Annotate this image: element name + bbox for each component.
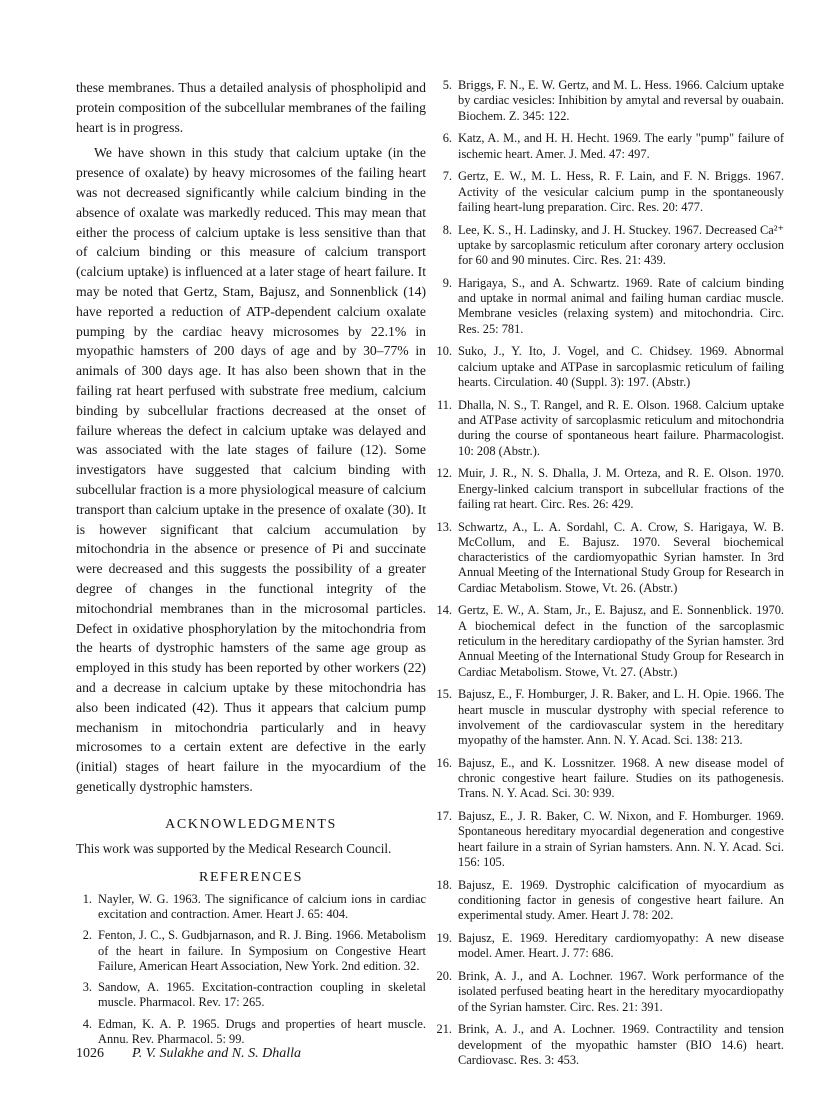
reference-item [432, 931, 784, 962]
reference-number: 3. [82, 980, 92, 995]
reference-number: 11. [436, 397, 452, 412]
reference-item [76, 980, 426, 1011]
reference-text: Harigaya, S., and A. Schwartz. 1969. Rate of calcium binding and uptake in normal animal and failing human cardiac muscle. Membrane vesicles (relaxing system) and mitochondria. Circ. Res. 25: 781. [458, 275, 784, 336]
references-heading: REFERENCES [199, 869, 303, 885]
reference-item [76, 1017, 426, 1048]
reference-item [432, 809, 784, 870]
reference-text: Muir, J. R., N. S. Dhalla, J. M. Orteza, and R. E. Olson. 1970. Energy-linked calcium transport in subcellular fractions of the failing rat heart. Circ. Res. 26: 429. [458, 466, 784, 511]
reference-text: Suko, J., Y. Ito, J. Vogel, and C. Chidsey. 1969. Abnormal calcium uptake and ATPase in sarcoplasmic reticulum of failing hearts. Circulation. 40 (Suppl. 3): 197. (Abstr.) [458, 344, 784, 389]
reference-number: 1. [82, 891, 92, 906]
acknowledgments-heading: ACKNOWLEDGMENTS [165, 816, 337, 832]
reference-text: Brink, A. J., and A. Lochner. 1967. Work performance of the isolated perfused beating heart in the hereditary myocardiopathy of the Syrian hamster. Circ. Res. 21: 391. [458, 969, 784, 1014]
reference-text: Gertz, E. W., A. Stam, Jr., E. Bajusz, and E. Sonnenblick. 1970. A biochemical defect in the function of the sarcoplasmic reticulum in the hereditary cardiopathy of the Syrian hamster. 3rd Annual Meeting of the International Study Group for Research in Cardiac Metabolism. Stowe, Vt. 27. (Abstr.) [458, 603, 784, 679]
reference-text: Sandow, A. 1965. Excitation-contraction coupling in skeletal muscle. Pharmacol. Rev. 17: 265. [98, 980, 426, 1010]
reference-list-right [432, 78, 784, 1068]
reference-text: Lee, K. S., H. Ladinsky, and J. H. Stuckey. 1967. Decreased Ca²⁺ uptake by sarcoplasmic reticulum after coronary artery occlusion for 60 and 90 minutes. Circ. Res. 21: 439. [458, 222, 784, 268]
reference-text: Schwartz, A., L. A. Sordahl, C. A. Crow, S. Harigaya, W. B. McCollum, and E. Bajusz. 1970. Several biochemical characteristics of the cardiomyopathic Syrian hamster. In 3rd Annual Meeting of the International Study Group for Research in Cardiac Metabolism. Stowe, Vt. 26. (Abstr.) [458, 519, 784, 595]
running-authors: P. V. Sulakhe and N. S. Dhalla [132, 1046, 302, 1061]
reference-number: 5. [442, 78, 452, 92]
reference-number: 19. [436, 931, 452, 946]
reference-text: Bajusz, E., and K. Lossnitzer. 1968. A new disease model of chronic congestive heart failure. Studies on its pathogenesis. Trans. N. Y. Acad. Sci. 30: 939. [458, 755, 784, 801]
reference-item [432, 398, 784, 459]
reference-text: Briggs, F. N., E. W. Gertz, and M. L. Hess. 1966. Calcium uptake by cardiac vesicles: Inhibition by amytal and reversal by ouabain. Biochem. Z. 345: 122. [458, 78, 784, 123]
reference-number: 6. [442, 131, 452, 146]
reference-item [432, 756, 784, 802]
reference-number: 7. [442, 169, 452, 184]
reference-text: Bajusz, E. 1969. Hereditary cardiomyopathy: A new disease model. Amer. Heart. J. 77: 686. [458, 931, 784, 961]
reference-number: 14. [436, 603, 452, 618]
reference-text: Katz, A. M., and H. H. Hecht. 1969. The early "pump" failure of ischemic heart. Amer. J. Med. 47: 497. [458, 131, 784, 161]
reference-item [432, 466, 784, 512]
reference-item [432, 603, 784, 679]
reference-number: 17. [436, 809, 452, 824]
reference-number: 13. [436, 519, 452, 534]
reference-item [76, 892, 426, 923]
reference-text: Nayler, W. G. 1963. The significance of calcium ions in cardiac excitation and contraction. Amer. Heart J. 65: 404. [98, 891, 426, 921]
page-footer [76, 1046, 776, 1062]
page-number: 1026 [76, 1046, 104, 1061]
reference-item [432, 344, 784, 390]
reference-number: 16. [436, 755, 452, 770]
reference-number: 12. [436, 466, 452, 481]
reference-number: 15. [436, 687, 452, 702]
reference-text: Bajusz, E. 1969. Dystrophic calcification of myocardium as conditioning factor in genesis of congestive heart failure. An experimental study. Amer. Heart J. 78: 202. [458, 877, 784, 923]
reference-number: 18. [436, 877, 452, 892]
reference-number: 2. [82, 928, 92, 943]
reference-number: 21. [436, 1022, 452, 1037]
body-paragraph-1: these membranes. Thus a detailed analysis of phospholipid and protein composition of the subcellular membranes of the failing heart is in progress. [76, 80, 426, 135]
reference-number: 4. [82, 1016, 92, 1031]
reference-number: 10. [436, 344, 452, 359]
right-column [432, 78, 784, 1076]
reference-text: Dhalla, N. S., T. Rangel, and R. E. Olson. 1968. Calcium uptake and ATPase activity of sarcoplasmic reticulum and mitochondria during the course of spontaneous heart failure. Pharmacologist. 10: 208 (Abstr.). [458, 397, 784, 458]
reference-item [76, 928, 426, 974]
reference-item [432, 969, 784, 1015]
reference-list-left [76, 892, 426, 1048]
reference-item [432, 78, 784, 124]
reference-text: Brink, A. J., and A. Lochner. 1969. Contractility and tension development of the myopathic hamster (BIO 14.6) heart. Cardiovasc. Res. 3: 453. [458, 1022, 784, 1067]
reference-text: Bajusz, E., J. R. Baker, C. W. Nixon, and F. Homburger. 1969. Spontaneous hereditary myocardial degeneration and congestive heart failure in a strain of Syrian hamsters. Ann. N. Y. Acad. Sci. 156: 105. [458, 809, 784, 870]
reference-item [432, 687, 784, 748]
reference-number: 9. [442, 275, 452, 290]
reference-item [432, 520, 784, 596]
reference-number: 20. [436, 969, 452, 983]
reference-item [432, 878, 784, 924]
reference-text: Gertz, E. W., M. L. Hess, R. F. Lain, and F. N. Briggs. 1967. Activity of the vesicular calcium pump in the spontaneously failing heart-lung preparation. Circ. Res. 20: 477. [458, 169, 784, 214]
body-paragraph-2: We have shown in this study that calcium uptake (in the presence of oxalate) by heavy microsomes of the failing heart was not decreased significantly while calcium binding in the absence of oxalate was markedly reduced. This may mean that either the process of calcium uptake is less sensitive than that of calcium binding or this measure of calcium transport (calcium uptake) is influenced at a later stage of heart failure. It may be noted that Gertz, Stam, Bajusz, and Sonnenblick (14) have reported a reduction of ATP-dependent calcium oxalate pumping by the cardiac heavy microsomes by 22.1% in myopathic hamsters of 200 days of age and by 30–77% in animals of 300 days age. It has also been shown that in the failing rat heart perfused with substrate free medium, calcium binding by subcellular fractions decreased at the onset of failure whereas the defect in calcium uptake was delayed and was associated with the late stages of failure (12). Some investigators have suggested that calcium binding with subcellular fraction is a more physiological measure of calcium transport than calcium uptake in the presence of oxalate (30). It is however significant that calcium accumulation by mitochondria in the absence or presence of Pi and succinate were decreased and this suggests the possibility of a greater degree of changes in the functional integrity of the mitochondrial membranes than in the microsomal particles. Defect in oxidative phosphorylation by the mitochondria from the hearts of dystrophic hamsters of the same age group as employed in this study has been reported by other workers (22) and a decrease in calcium uptake by these mitochondria has also been indicated (42). Thus it appears that calcium pump mechanism in mitochondria particularly and in heavy microsomes to a certain extent are defective in the early (initial) stages of heart failure in the myocardium of the genetically dystrophic hamsters. [76, 145, 426, 794]
reference-item [432, 276, 784, 337]
left-column [76, 78, 426, 1053]
reference-text: Edman, K. A. P. 1965. Drugs and properties of heart muscle. Annu. Rev. Pharmacol. 5: 99. [98, 1016, 426, 1047]
reference-item [432, 169, 784, 215]
reference-text: Fenton, J. C., S. Gudbjarnason, and R. J. Bing. 1966. Metabolism of the heart in failure. In Symposium on Congestive Heart Failure, American Heart Association, New York. 2nd edition. 32. [98, 928, 426, 973]
reference-item [432, 131, 784, 162]
reference-item [432, 223, 784, 269]
acknowledgments-text: This work was supported by the Medical Research Council. [76, 840, 392, 856]
reference-text: Bajusz, E., F. Homburger, J. R. Baker, and L. H. Opie. 1966. The heart muscle in muscular dystrophy with special reference to involvement of the cardiovascular system in the hereditary myopathy of the hamster. Ann. N. Y. Acad. Sci. 138: 213. [458, 687, 784, 748]
reference-number: 8. [442, 222, 452, 237]
